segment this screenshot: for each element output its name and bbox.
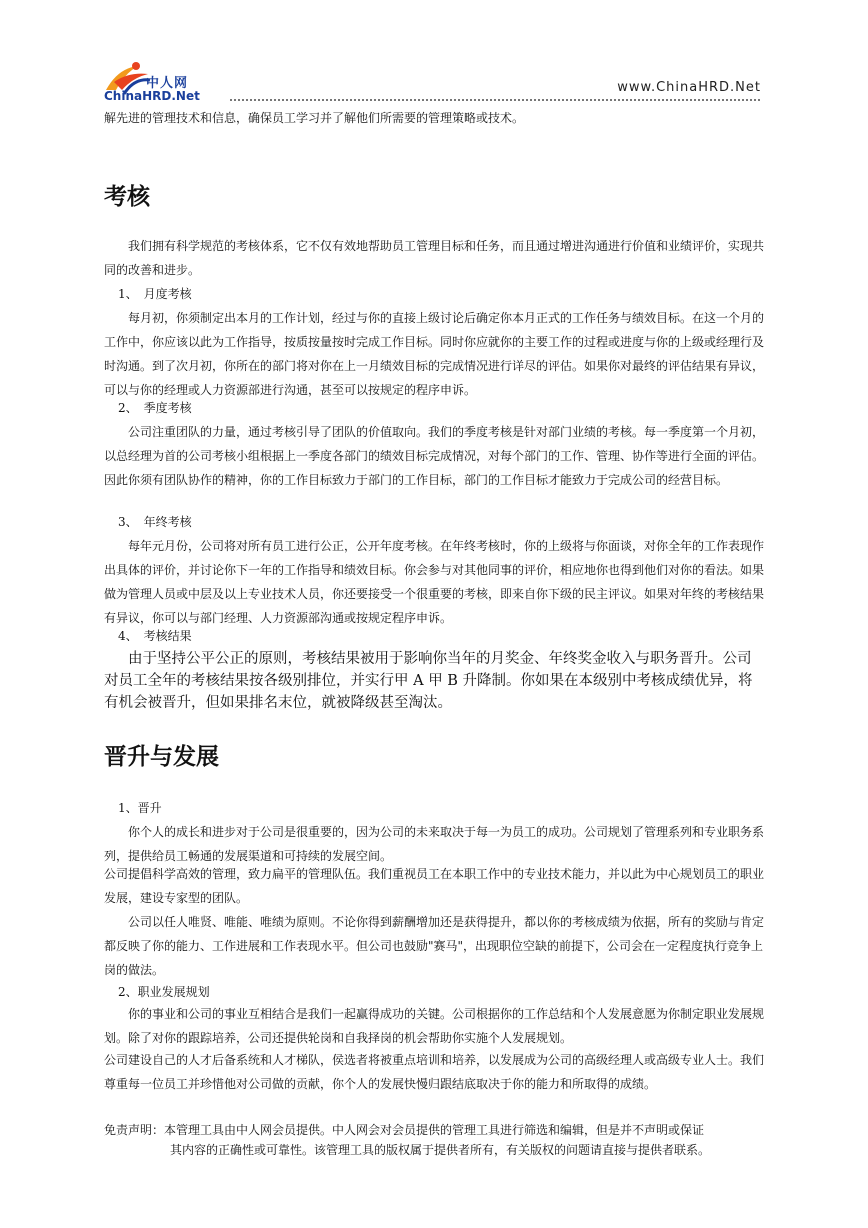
logo-english-text: ChinaHRD.Net [104,89,200,103]
disclaimer-line-1: 免责声明：本管理工具由中人网会员提供。中人网会对会员提供的管理工具进行筛选和编辑，但是并不声明或保证 [104,1123,705,1137]
assessment-intro: 我们拥有科学规范的考核体系，它不仅有效地帮助员工管理目标和任务，而且通过增进沟通进行价值和业绩评价，实现共同的改善和进步。 [104,239,765,277]
career-paragraph-2: 公司建设自己的人才后备系统和人才梯队，侯选者将被重点培训和培养，以发展成为公司的高级经理人或高级专业人士。我们尊重每一位员工并珍惜他对公司做的贡献，你个人的发展快慢归跟结底取决于你的能力和所取得的成绩。 [104,1053,765,1091]
item-label-annual: 3、 年终考核 [118,515,192,529]
career-paragraph-1: 你的事业和公司的事业互相结合是我们一起赢得成功的关键。公司根据你的工作总结和个人发展意愿为你制定职业发展规划。除了对你的跟踪培养，公司还提供轮岗和自我择岗的机会帮助你实施个人发展规划。 [104,1007,765,1045]
item-body-monthly: 每月初，你须制定出本月的工作计划，经过与你的直接上级讨论后确定你本月正式的工作任务与绩效目标。在这一个月的工作中，你应该以此为工作指导，按质按量按时完成工作目标。同时你应就你的主要工作的过程或进度与你的上级或经理行及时沟通。到了次月初，你所在的部门将对你在上一月绩效目标的完成情况进行详尽的评估。如果你对最终的评估结果有异议，可以与你的经理或人力资源部进行沟通，甚至可以按规定的程序申诉。 [104,311,765,397]
section-title-promotion: 晋升与发展 [104,744,219,770]
site-url[interactable]: www.ChinaHRD.Net [617,80,761,95]
promotion-paragraph-1: 你个人的成长和进步对于公司是很重要的，因为公司的未来取决于每一为员工的成功。公司规划了管理系列和专业职务系列，提供给员工畅通的发展渠道和可持续的发展空间。 [104,825,765,863]
promotion-paragraph-2: 公司提倡科学高效的管理，致力扁平的管理队伍。我们重视员工在本职工作中的专业技术能力，并以此为中心规划员工的职业发展，建设专家型的团队。 [104,867,765,905]
promotion-paragraph-3: 公司以任人唯贤、唯能、唯绩为原则。不论你得到薪酬增加还是获得提升，都以你的考核成绩为依据，所有的奖励与肯定都反映了你的能力、工作进展和工作表现水平。但公司也鼓励"赛马"，出现职位空缺的前提下，公司会在一定程度执行竞争上岗的做法。 [104,915,765,977]
item-label-monthly: 1、 月度考核 [118,287,192,301]
item-body-results: 由于坚持公平公正的原则，考核结果被用于影响你当年的月奖金、年终奖金收入与职务晋升。公司对员工全年的考核结果按各级别排位，并实行甲 A 甲 B 升降制。你如果在本级别中考核成绩优异，将有机会被晋升，但如果排名末位，就被降级甚至淘汰。 [104,651,753,711]
item-body-quarterly: 公司注重团队的力量，通过考核引导了团队的价值取向。我们的季度考核是针对部门业绩的考核。每一季度第一个月初，以总经理为首的公司考核小组根据上一季度各部门的绩效目标完成情况，对每个部门的工作、管理、协作等进行全面的评估。因此你须有团队协作的精神，你的工作目标致力于部门的工作目标，部门的工作目标才能致力于完成公司的经营目标。 [104,425,765,487]
intro-line: 解先进的管理技术和信息，确保员工学习并了解他们所需要的管理策略或技术。 [104,111,525,125]
header-dotted-rule [230,99,760,101]
sub-label-career: 2、职业发展规划 [118,985,210,999]
disclaimer [104,1120,766,1160]
item-body-annual: 每年元月份，公司将对所有员工进行公正，公开年度考核。在年终考核时，你的上级将与你面谈，对你全年的工作表现作出具体的评价，并讨论你下一年的工作指导和绩效目标。你会参与对其他同事的评价，相应地你也得到他们对你的看法。如果做为管理人员或中层及以上专业技术人员，你还要接受一个很重要的考核，即来自你下级的民主评议。如果对年终的考核结果有异议，你可以与部门经理、人力资源部沟通或按规定程序申诉。 [104,539,765,625]
logo-chinese-text: 中人网 [146,76,189,91]
disclaimer-line-2: 其内容的正确性或可靠性。该管理工具的版权属于提供者所有，有关版权的问题请直接与提供者联系。 [170,1143,711,1157]
item-label-results: 4、 考核结果 [118,629,192,643]
section-title-assessment: 考核 [104,184,150,210]
sub-label-promotion: 1、晋升 [118,801,162,815]
item-label-quarterly: 2、 季度考核 [118,401,192,415]
